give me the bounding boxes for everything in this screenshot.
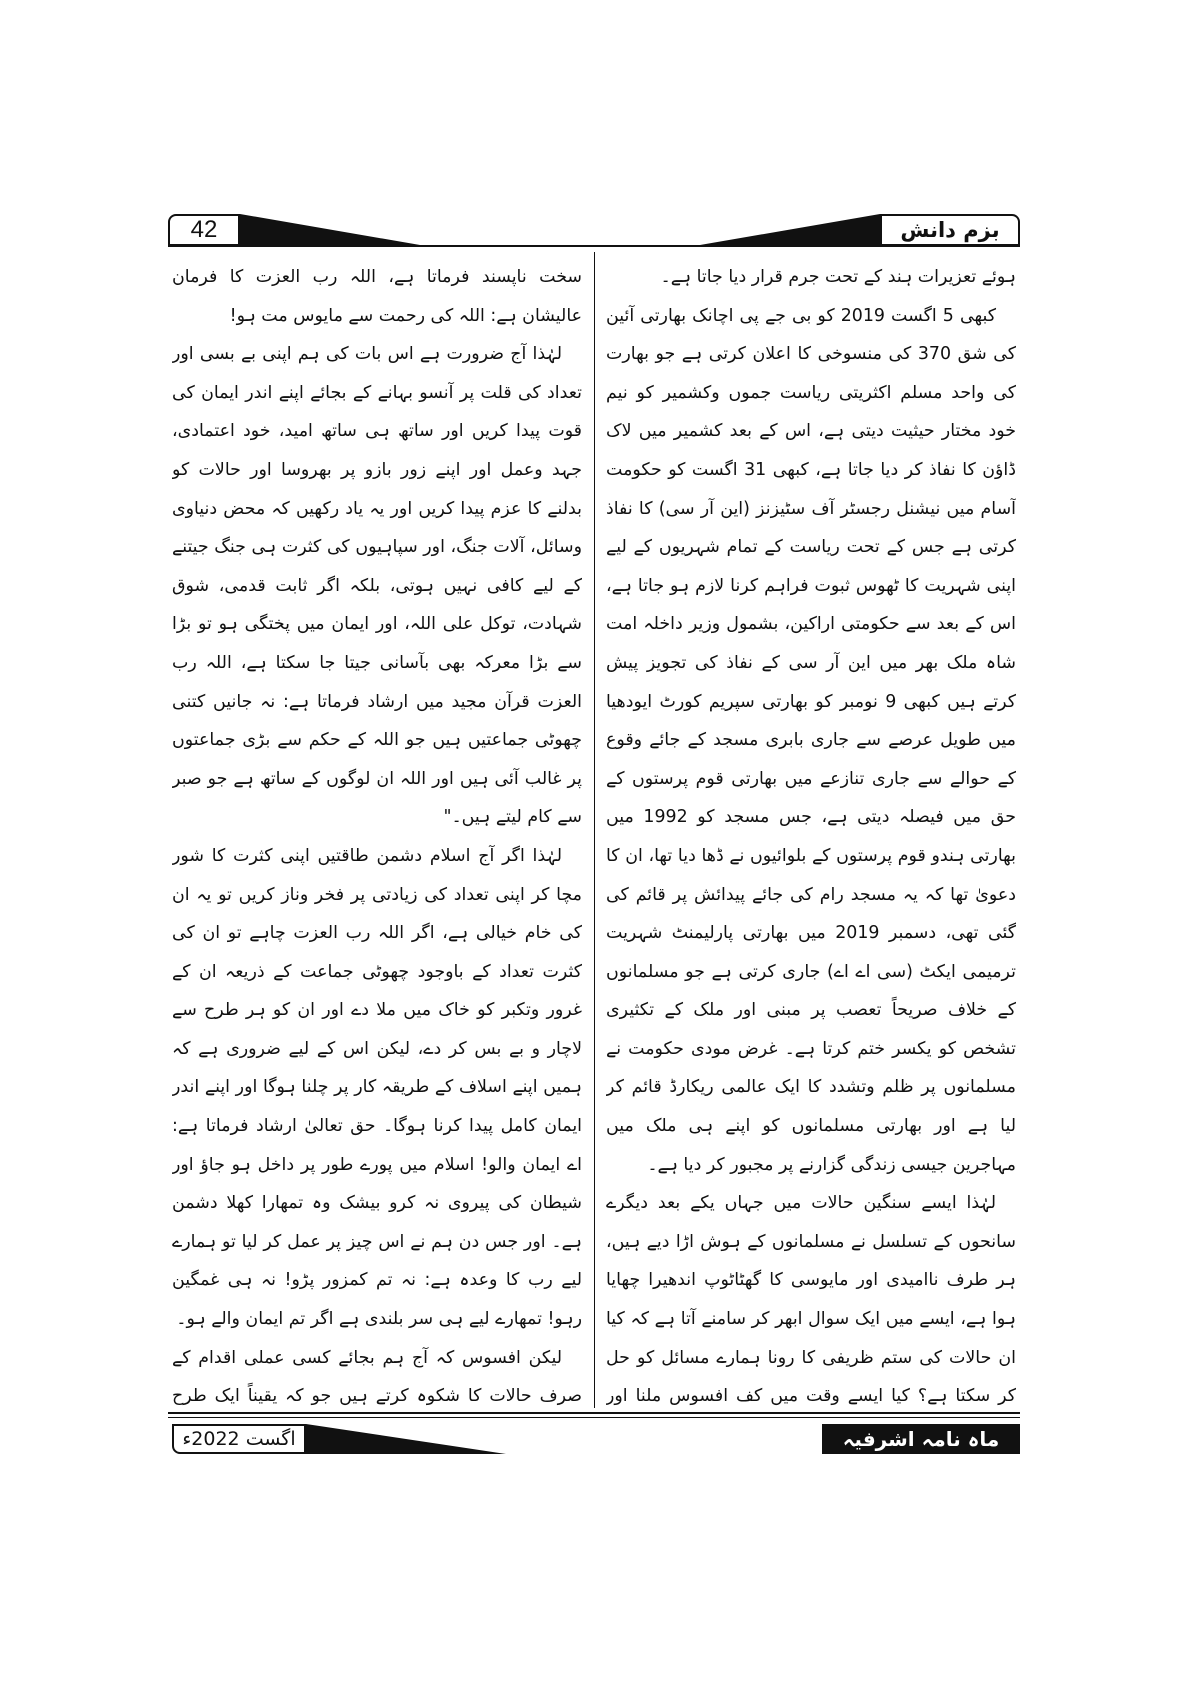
section-title: بزم دانش — [880, 214, 1020, 246]
left-paragraph: لہٰذا اگر آج اسلام دشمن طاقتیں اپنی کثرت کا شور مچا کر اپنی تعداد کی زیادتی پر فخر وناز کریں تو یہ ان کی خام خیالی ہے، اگر اللہ رب العزت چاہے تو ان کی کثرت تعداد کے باوجود چھوٹی جماعت کے ذریعہ ان کے غرور وتکبر کو خاک میں ملا دے اور ان کو ہر طرح سے لاچار و بے بس کر دے، لیکن اس کے لیے ضروری ہے کہ ہمیں اپنے اسلاف کے طریقہ کار پر چلنا ہوگا اور اپنے اندر ایمان کامل پیدا کرنا ہوگا۔ حق تعالیٰ ارشاد فرماتا ہے: اے ایمان والو! اسلام میں پورے طور پر داخل ہو جاؤ اور شیطان کی پیروی نہ کرو بیشک وہ تمھارا کھلا دشمن ہے۔ اور جس دن ہم نے اس چیز پر عمل کر لیا تو ہمارے لیے رب کا وعدہ ہے: نہ تم کمزور پڑو! نہ ہی غمگین رہو! تمھارے لیے ہی سر بلندی ہے اگر تم ایمان والے ہو۔ — [172, 845, 582, 1330]
right-column — [606, 258, 1016, 1406]
left-paragraph: سخت ناپسند فرماتا ہے، اللہ رب العزت کا فرمان عالیشان ہے: اللہ کی رحمت سے مایوس مت ہو! — [172, 267, 582, 326]
footer-wedge — [306, 1424, 506, 1454]
left-paragraph: لیکن افسوس کہ آج ہم بجائے کسی عملی اقدام کے صرف حالات کا شکوہ کرتے ہیں جو کہ یقیناً ایک طرح — [172, 1347, 582, 1406]
magazine-name: ماہ نامہ اشرفیہ — [822, 1424, 1020, 1454]
right-paragraph: ہوئے تعزیرات ہند کے تحت جرم قرار دیا جاتا ہے۔ — [660, 267, 1016, 287]
left-paragraph: لہٰذا آج ضرورت ہے اس بات کی ہم اپنی بے بسی اور تعداد کی قلت پر آنسو بہانے کے بجائے اپنے اندر ایمان کی قوت پیدا کریں اور ساتھ ہی ساتھ امید، خود اعتمادی، جہد وعمل اور اپنے زور بازو پر بھروسا اور حالات کو بدلنے کا عزم پیدا کریں اور یہ یاد رکھیں کہ محض دنیاوی وسائل، آلات جنگ، اور سپاہیوں کی کثرت ہی جنگ جیتنے کے لیے کافی نہیں ہوتی، بلکہ اگر ثابت قدمی، شوق شہادت، توکل علی اللہ، اور ایمان میں پختگی ہو تو بڑا سے بڑا معرکہ بھی بآسانی جیتا جا سکتا ہے، اللہ رب العزت قرآن مجید میں ارشاد فرماتا ہے: نہ جانیں کتنی چھوٹی جماعتیں ہیں جو اللہ کے حکم سے بڑی جماعتوں پر غالب آئی ہیں اور اللہ ان لوگوں کے ساتھ ہے جو صبر سے کام لیتے ہیں۔" — [172, 344, 582, 828]
page-number: 42 — [168, 214, 240, 246]
page-header — [168, 214, 1020, 248]
column-divider — [594, 252, 595, 1408]
header-right-wedge — [700, 214, 880, 246]
header-left-wedge — [240, 214, 420, 246]
issue-date: اگست 2022ء — [172, 1424, 306, 1454]
footer-rule-thin — [168, 1417, 1020, 1418]
page-footer — [168, 1412, 1020, 1452]
left-column — [172, 258, 582, 1406]
right-paragraph: لہٰذا ایسے سنگین حالات میں جہاں یکے بعد دیگرے سانحوں کے تسلسل نے مسلمانوں کے ہوش اڑا دیے ہیں، ہر طرف ناامیدی اور مایوسی کا گھٹاٹوپ اندھیرا چھایا ہوا ہے، ایسے میں ایک سوال ابھر کر سامنے آتا ہے کہ کیا ان حالات کی ستم ظریفی کا رونا ہمارے مسائل کو حل کر سکتا ہے؟ کیا ایسے وقت میں کف افسوس ملنا اور — [606, 1193, 1016, 1406]
right-paragraph: کبھی 5 اگست 2019 کو بی جے پی اچانک بھارتی آئین کی شق 370 کی منسوخی کا اعلان کرتی ہے جو بھارت کی واحد مسلم اکثریتی ریاست جموں وکشمیر کو نیم خود مختار حیثیت دیتی ہے، اس کے بعد کشمیر میں لاک ڈاؤن کا نفاذ کر دیا جاتا ہے، کبھی 31 اگست کو حکومت آسام میں نیشنل رجسٹر آف سٹیزنز (این آر سی) کا نفاذ کرتی ہے جس کے تحت ریاست کے تمام شہریوں کے لیے اپنی شہریت کا ٹھوس ثبوت فراہم کرنا لازم ہو جاتا ہے، اس کے بعد سے حکومتی اراکین، بشمول وزیر داخلہ امت شاہ ملک بھر میں این آر سی کے نفاذ کی تجویز پیش کرتے ہیں کبھی 9 نومبر کو بھارتی سپریم کورٹ ایودھیا میں طویل عرصے سے جاری بابری مسجد کے جائے وقوع کے حوالے سے جاری تنازعے میں بھارتی قوم پرستوں کے حق میں فیصلہ دیتی ہے، جس مسجد کو 1992 میں بھارتی ہندو قوم پرستوں کے بلوائیوں نے ڈھا دیا تھا، ان کا دعویٰ تھا کہ یہ مسجد رام کی جائے پیدائش پر قائم کی گئی تھی، دسمبر 2019 میں بھارتی پارلیمنٹ شہریت ترمیمی ایکٹ (سی اے اے) جاری کرتی ہے جو مسلمانوں کے خلاف صریحاً تعصب پر مبنی اور ملک کے تکثیری تشخص کو یکسر ختم کرتا ہے۔ غرض مودی حکومت نے مسلمانوں پر ظلم وتشدد کا ایک عالمی ریکارڈ قائم کر لیا ہے اور بھارتی مسلمانوں کو اپنے ہی ملک میں مہاجرین جیسی زندگی گزارنے پر مجبور کر دیا ہے۔ — [606, 305, 1016, 1175]
footer-rule — [168, 1412, 1020, 1414]
